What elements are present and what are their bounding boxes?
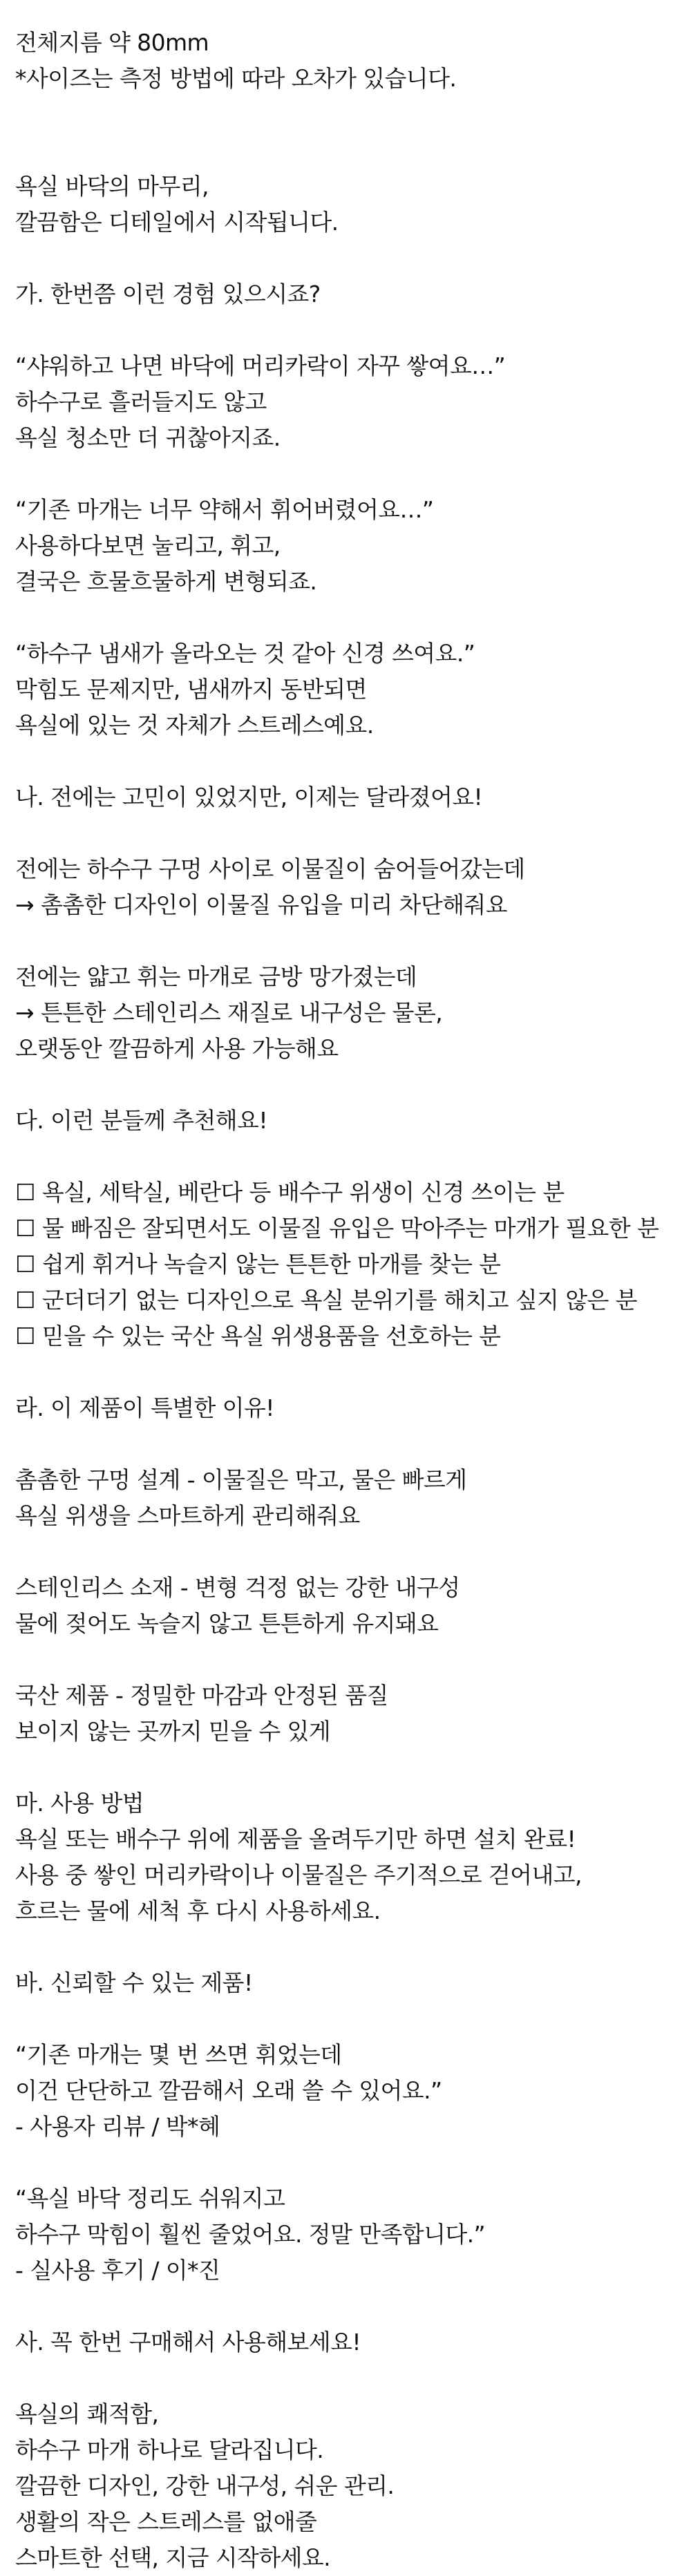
- section-heading: 마. 사용 방법: [15, 1790, 144, 1817]
- section-ba: [15, 1965, 691, 2289]
- size-note: *사이즈는 측정 방법에 따라 오차가 있습니다.: [15, 65, 457, 92]
- section-heading: 바. 신뢰할 수 있는 제품!: [15, 1969, 253, 1996]
- quote-line: 사용하다보면 눌리고, 휘고,: [15, 532, 281, 559]
- review-line: “욕실 바닥 정리도 쉬워지고: [15, 2185, 285, 2212]
- closing-line: 스마트한 선택, 지금 시작하세요.: [15, 2544, 331, 2571]
- checklist-item: ☐ 군더더기 없는 디자인으로 욕실 분위기를 해치고 싶지 않은 분: [15, 1287, 637, 1314]
- review-author: - 실사용 후기 / 이*진: [15, 2257, 220, 2284]
- before-after-item: [15, 959, 691, 1067]
- before-after-line: 전에는 얇고 휘는 마개로 금방 망가졌는데: [15, 963, 417, 990]
- feature-line: 물에 젖어도 녹슬지 않고 튼튼하게 유지돼요: [15, 1610, 439, 1637]
- before-after-line: 오랫동안 깔끔하게 사용 가능해요: [15, 1035, 339, 1062]
- quote-line: 욕실 청소만 더 귀찮아지죠.: [15, 424, 281, 451]
- complaint-quote: [15, 348, 691, 456]
- section-ma: [15, 1786, 691, 1929]
- review-author: - 사용자 리뷰 / 박*혜: [15, 2113, 220, 2140]
- intro: [15, 169, 691, 240]
- section-na: [15, 779, 691, 1067]
- quote-line: 결국은 흐물흐물하게 변형되죠.: [15, 568, 317, 595]
- closing-line: 하수구 마개 하나로 달라집니다.: [15, 2436, 324, 2463]
- quote-line: “기존 마개는 너무 약해서 휘어버렸어요…”: [15, 496, 434, 523]
- usage-line: 사용 중 쌓인 머리카락이나 이물질은 주기적으로 걷어내고,: [15, 1862, 582, 1888]
- quote-line: “하수구 냄새가 올라오는 것 같아 신경 쓰여요.”: [15, 640, 475, 667]
- before-after-line: → 촘촘한 디자인이 이물질 유입을 미리 차단해줘요: [15, 891, 507, 918]
- quote-line: 욕실에 있는 것 자체가 스트레스예요.: [15, 712, 374, 739]
- diameter-text: 전체지름 약 80mm: [15, 29, 209, 56]
- section-ra: [15, 1390, 691, 1750]
- checklist-item: ☐ 쉽게 휘거나 녹슬지 않는 튼튼한 마개를 찾는 분: [15, 1251, 501, 1278]
- section-heading: 나. 전에는 고민이 있었지만, 이제는 달라졌어요!: [15, 784, 483, 811]
- before-after-line: 전에는 하수구 구멍 사이로 이물질이 숨어들어갔는데: [15, 855, 525, 882]
- complaint-quote: [15, 492, 691, 600]
- recommendation-checklist: [15, 1175, 691, 1354]
- intro-line: 욕실 바닥의 마무리,: [15, 173, 209, 200]
- closing-message: [15, 2396, 691, 2576]
- quote-line: 막힘도 문제지만, 냄새까지 동반되면: [15, 676, 367, 703]
- section-ga: [15, 276, 691, 744]
- closing-line: 생활의 작은 스트레스를 없애줄: [15, 2508, 317, 2535]
- section-heading: 사. 꼭 한번 구매해서 사용해보세요!: [15, 2329, 361, 2356]
- review-line: 이건 단단하고 깔끔해서 오래 쓸 수 있어요.”: [15, 2077, 442, 2104]
- usage-line: 욕실 또는 배수구 위에 제품을 올려두기만 하면 설치 완료!: [15, 1826, 576, 1853]
- section-da: [15, 1103, 691, 1354]
- usage-line: 흐르는 물에 세척 후 다시 사용하세요.: [15, 1897, 381, 1924]
- before-after-line: → 튼튼한 스테인리스 재질로 내구성은 물론,: [15, 999, 443, 1026]
- size-info: [15, 25, 691, 97]
- feature-point: [15, 1570, 691, 1642]
- customer-review: [15, 2037, 691, 2145]
- feature-line: 보이지 않는 곳까지 믿을 수 있게: [15, 1718, 331, 1745]
- section-sa: [15, 2324, 691, 2576]
- intro-line: 깔끔함은 디테일에서 시작됩니다.: [15, 209, 339, 236]
- feature-point: [15, 1462, 691, 1534]
- checklist-item: ☐ 물 빠짐은 잘되면서도 이물질 유입은 막아주는 마개가 필요한 분: [15, 1215, 659, 1242]
- feature-line: 촘촘한 구멍 설계 - 이물질은 막고, 물은 빠르게: [15, 1466, 467, 1493]
- quote-line: “샤워하고 나면 바닥에 머리카락이 자꾸 쌓여요…”: [15, 352, 506, 379]
- quote-line: 하수구로 흘러들지도 않고: [15, 388, 267, 415]
- feature-line: 욕실 위생을 스마트하게 관리해줘요: [15, 1502, 360, 1529]
- closing-line: 욕실의 쾌적함,: [15, 2400, 159, 2427]
- checklist-item: ☐ 욕실, 세탁실, 베란다 등 배수구 위생이 신경 쓰이는 분: [15, 1179, 565, 1206]
- feature-point: [15, 1678, 691, 1750]
- complaint-quote: [15, 636, 691, 744]
- feature-line: 국산 제품 - 정밀한 마감과 안정된 품질: [15, 1682, 388, 1709]
- checklist-item: ☐ 믿을 수 있는 국산 욕실 위생용품을 선호하는 분: [15, 1323, 501, 1349]
- review-line: “기존 마개는 몇 번 쓰면 휘었는데: [15, 2041, 342, 2068]
- feature-line: 스테인리스 소재 - 변형 걱정 없는 강한 내구성: [15, 1574, 460, 1601]
- customer-review: [15, 2181, 691, 2289]
- before-after-item: [15, 851, 691, 923]
- section-heading: 라. 이 제품이 특별한 이유!: [15, 1394, 274, 1421]
- closing-line: 깔끔한 디자인, 강한 내구성, 쉬운 관리.: [15, 2472, 395, 2499]
- section-heading: 가. 한번쯤 이런 경험 있으시죠?: [15, 281, 321, 307]
- section-heading: 다. 이런 분들께 추천해요!: [15, 1107, 267, 1134]
- review-line: 하수구 막힘이 훨씬 줄었어요. 정말 만족합니다.”: [15, 2221, 486, 2248]
